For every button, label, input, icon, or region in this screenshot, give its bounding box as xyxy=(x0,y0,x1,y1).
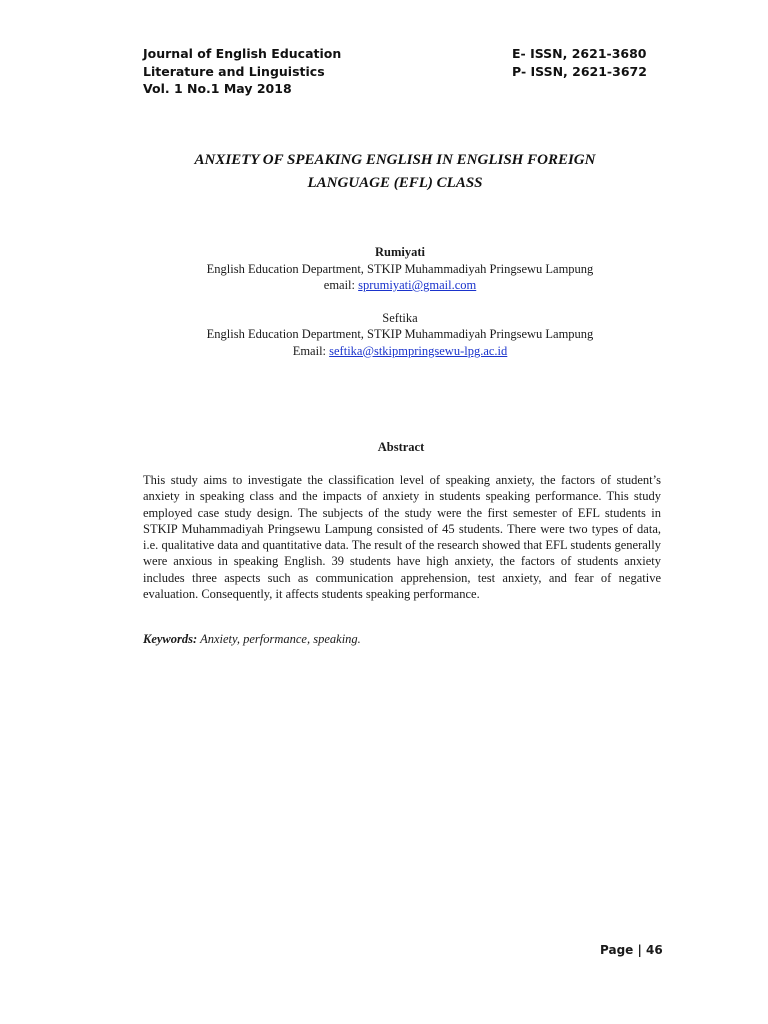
author-email-link[interactable]: seftika@stkipmpringsewu-lpg.ac.id xyxy=(329,343,508,358)
journal-info xyxy=(143,45,341,98)
abstract-heading: Abstract xyxy=(377,440,425,454)
author-block xyxy=(100,244,700,359)
author-name: Rumiyati xyxy=(375,245,425,259)
author-name: Seftika xyxy=(382,310,418,325)
journal-name-line1: Journal of English Education xyxy=(143,46,342,61)
keywords-label: Keywords: xyxy=(143,632,198,646)
page-number: Page | 46 xyxy=(600,943,663,957)
author-email-line xyxy=(100,277,700,294)
keywords xyxy=(143,632,661,647)
author-affiliation: English Education Department, STKIP Muhammadiyah Pringsewu Lampung xyxy=(206,327,594,341)
journal-volume: Vol. 1 No.1 May 2018 xyxy=(143,81,292,96)
author-email-line xyxy=(100,343,700,360)
email-label: email: xyxy=(323,278,359,292)
email-label: Email: xyxy=(292,343,330,358)
title-line2: LANGUAGE (EFL) CLASS xyxy=(307,175,483,191)
paper-title xyxy=(143,149,647,195)
keywords-text: Anxiety, performance, speaking. xyxy=(197,632,361,646)
abstract-body: This study aims to investigate the classification level of speaking anxiety, the factors of student’s anxiety in speaking class and the impacts of anxiety in students speaking performance. This study employed case study design. The subjects of the study were the first semester of EFL students in STKIP Muhammadiyah Pringsewu Lampung consisted of 45 students. There were two types of data, i.e. qualitative data and quantitative data. The result of the research showed that EFL students generally were anxious in speaking English. 39 students have high anxiety, the factors of students anxiety includes three aspects such as communication apprehension, test anxiety, and fear of negative evaluation. Consequently, it affects students speaking performance. xyxy=(143,473,661,602)
author-affiliation: English Education Department, STKIP Muhammadiyah Pringsewu Lampung xyxy=(206,261,594,276)
journal-name-line2: Literature and Linguistics xyxy=(143,63,325,79)
p-issn: P- ISSN, 2621-3672 xyxy=(512,63,647,79)
title-line1: ANXIETY OF SPEAKING ENGLISH IN ENGLISH FOREIGN xyxy=(194,152,596,168)
e-issn: E- ISSN, 2621-3680 xyxy=(512,46,647,61)
issn-info xyxy=(512,45,647,80)
author-email-link[interactable]: sprumiyati@gmail.com xyxy=(358,278,477,292)
